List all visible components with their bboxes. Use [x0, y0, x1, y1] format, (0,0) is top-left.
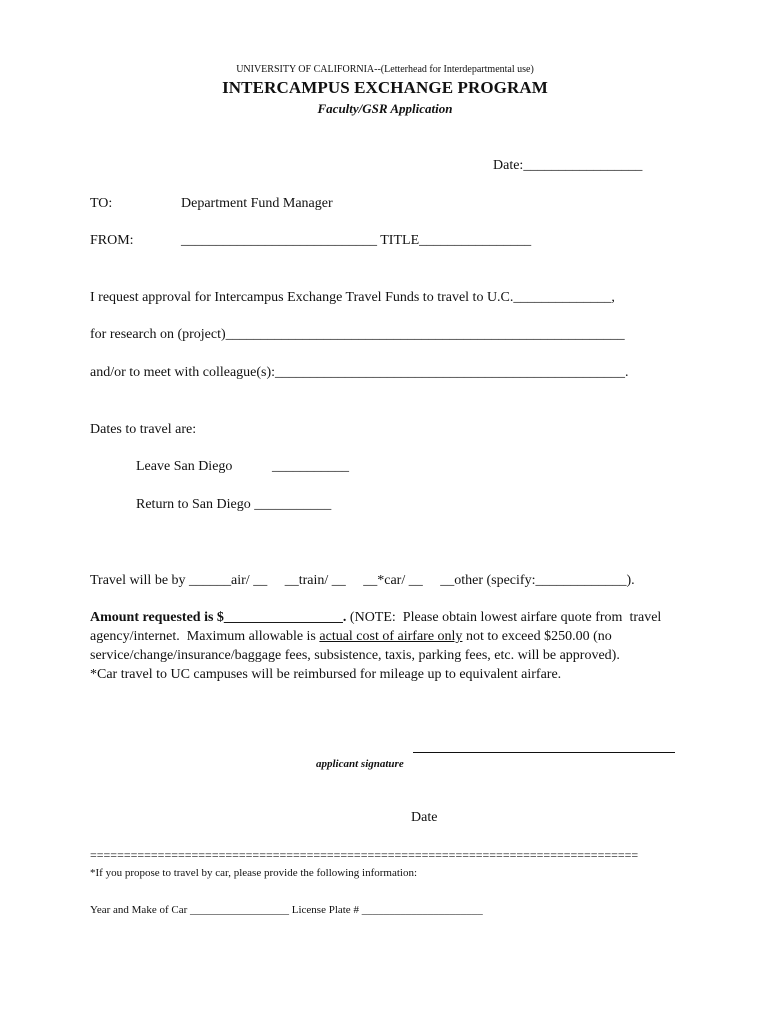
colleagues-line[interactable]: and/or to meet with colleague(s):__________________________________________________. — [90, 365, 629, 380]
return-san-diego-line[interactable]: Return to San Diego ___________ — [136, 497, 332, 512]
airfare-note: (NOTE: Please obtain lowest airfare quote from travel — [346, 610, 662, 625]
applicant-signature-label: applicant signature — [316, 758, 404, 770]
leave-date-field[interactable]: ___________ — [272, 459, 349, 474]
request-destination-line[interactable]: I request approval for Intercampus Exchange Travel Funds to travel to U.C.______________, — [90, 290, 615, 305]
leave-san-diego-label: Leave San Diego — [136, 459, 233, 474]
section-divider: ================================================================================= — [90, 848, 639, 862]
letterhead: UNIVERSITY OF CALIFORNIA--(Letterhead for Interdepartmental use) — [236, 64, 534, 75]
car-info-note: *If you propose to travel by car, please provide the following information: — [90, 867, 418, 879]
signature-date-label: Date — [411, 810, 438, 825]
date-field[interactable]: Date:_________________ — [493, 158, 643, 173]
to-label: TO: — [90, 196, 113, 211]
application-subtitle: Faculty/GSR Application — [317, 101, 453, 116]
from-name-title-field[interactable]: ____________________________ TITLE________________ — [181, 233, 532, 248]
travel-mode-line[interactable]: Travel will be by ______air/ __ __train/ __ __*car/ __ __other (specify:_____________). — [90, 573, 635, 588]
to-value: Department Fund Manager — [181, 196, 333, 211]
max-allowable-text: agency/internet. Maximum allowable is — [90, 629, 320, 644]
car-reimbursement-note: *Car travel to UC campuses will be reimbursed for mileage up to equivalent airfare. — [90, 667, 562, 682]
signature-line[interactable] — [413, 752, 675, 753]
actual-cost-underlined: actual cost of airfare only — [319, 629, 463, 644]
limit-text: not to exceed $250.00 (no — [462, 629, 612, 644]
excluded-fees-text: service/change/insurance/baggage fees, subsistence, taxis, parking fees, etc. will be approved). — [90, 648, 620, 663]
program-title: INTERCAMPUS EXCHANGE PROGRAM — [222, 78, 548, 97]
dates-heading: Dates to travel are: — [90, 422, 197, 437]
car-details-line[interactable]: Year and Make of Car __________________ License Plate # ______________________ — [90, 904, 483, 916]
amount-block — [90, 608, 720, 684]
research-project-line[interactable]: for research on (project)_________________________________________________________ — [90, 327, 625, 342]
amount-requested-field[interactable]: Amount requested is $_________________. — [90, 610, 347, 625]
from-label: FROM: — [90, 233, 134, 248]
